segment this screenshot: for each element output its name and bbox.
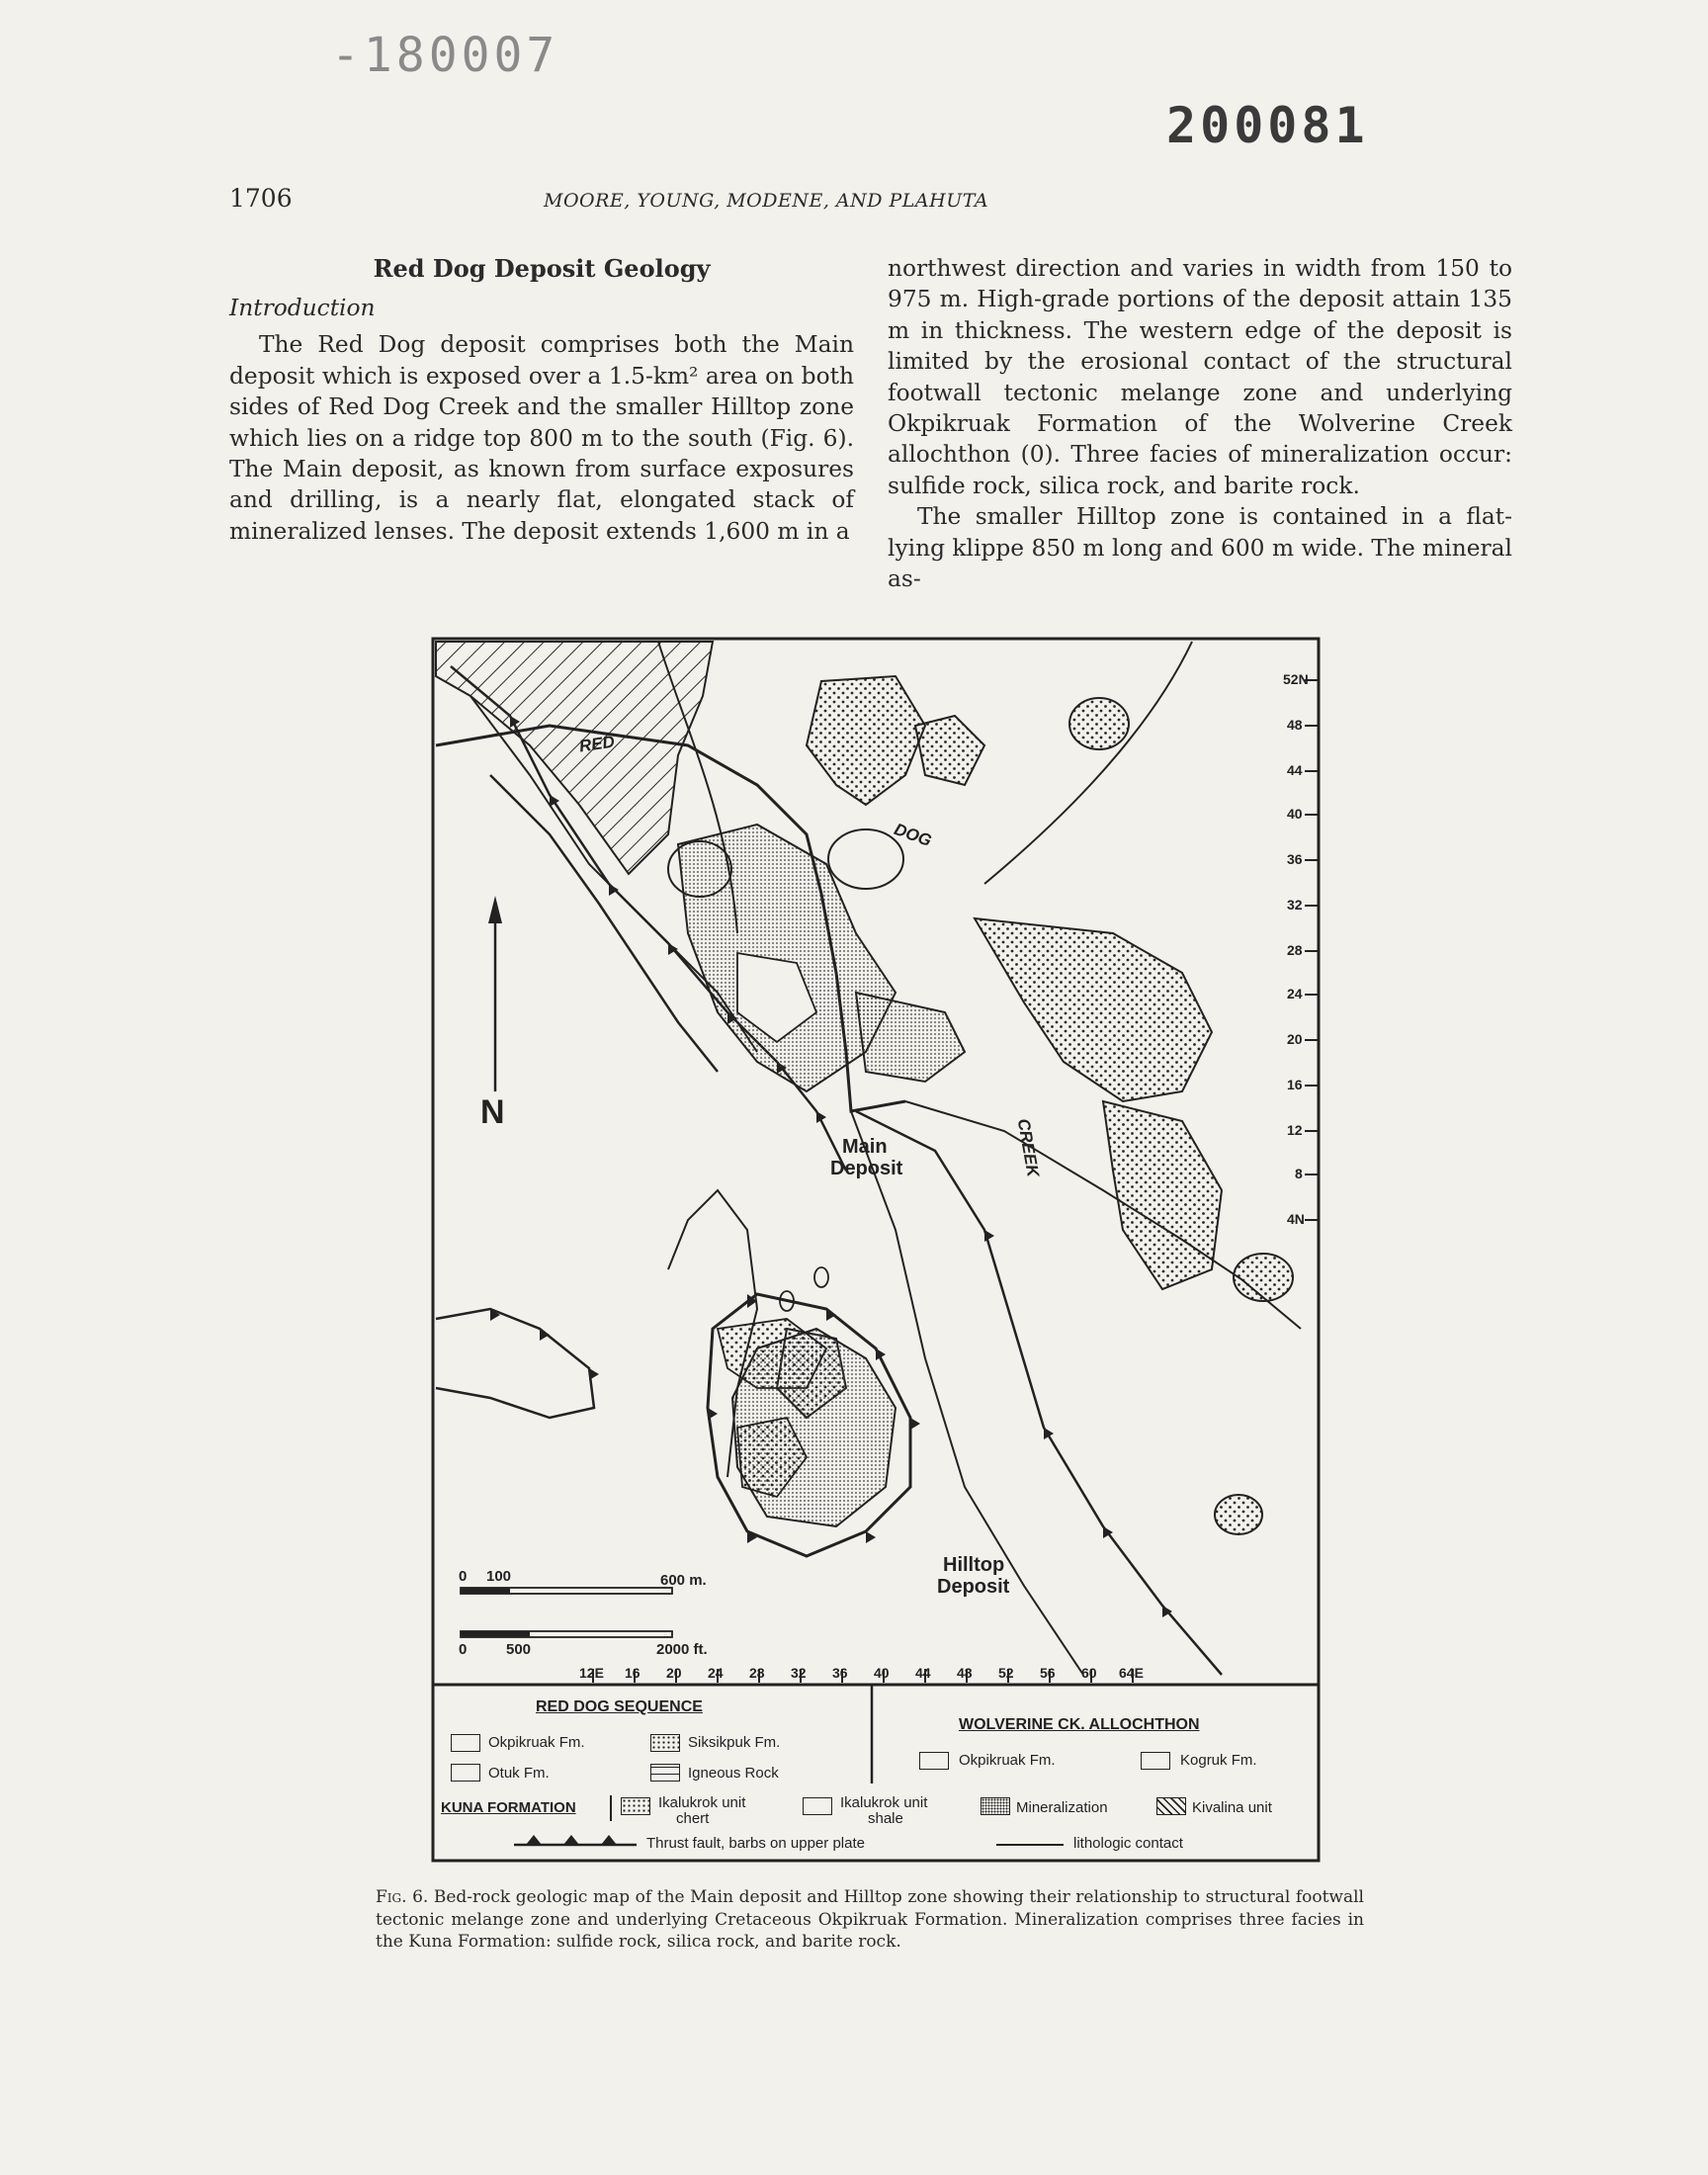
axis-tick-label: 40 [1287,806,1303,822]
axis-tick-label: 40 [874,1665,890,1681]
legend-ik-shale-1: Ikalukrok unit [840,1794,928,1811]
legend-ik-chert-1: Ikalukrok unit [658,1794,746,1811]
axis-tick-label: 32 [791,1665,807,1681]
caption-label: Fig. 6. [376,1887,429,1907]
map-label-dog: DOG [892,819,934,851]
axis-tick-label: 28 [749,1665,765,1681]
legend-swatch-siksikpuk [650,1734,680,1752]
legend-swatch-ik-shale [803,1797,832,1815]
legend-swatch-mineralization [981,1797,1010,1815]
scale-ft-end: 2000 ft. [656,1641,708,1658]
scale-m-start: 0 [459,1568,468,1585]
subsection-title: Introduction [229,295,376,321]
legend-contact: lithologic contact [1073,1835,1183,1852]
axis-tick-label: 64E [1119,1665,1144,1681]
legend-thrust: Thrust fault, barbs on upper plate [646,1835,865,1852]
running-head: MOORE, YOUNG, MODENE, AND PLAHUTA [544,190,989,212]
text-column-right [888,253,1512,594]
map-label-creek: CREEK [1013,1116,1043,1178]
axis-tick-label: 28 [1287,942,1303,958]
legend-ik-chert-2: chert [676,1810,710,1827]
axis-tick-label: 8 [1295,1166,1303,1181]
archive-stamp-right: 200081 [1166,97,1369,154]
axis-tick-label: 12 [1287,1122,1303,1138]
scale-m-mid: 100 [486,1568,512,1585]
legend-kuna: KUNA FORMATION [441,1799,576,1816]
axis-tick-label: 24 [1287,986,1303,1001]
paragraph-2: northwest direction and varies in width from 150 to 975 m. High-grade portions of the deposit attain 135 m in thickness. The western edge of the deposit is limited by the erosional contact of the structural footwall tectonic melange zone and underlying Okpikruak Formation of the Wolverine Creek allochthon (0). Three facies of mineralization occur: sulfide rock, silica rock, and barite rock. [888,255,1512,499]
scale-m-end: 600 m. [660,1572,707,1589]
axis-tick-label: 24 [708,1665,724,1681]
text-column-left [229,253,854,547]
axis-tick-label: 44 [1287,762,1303,778]
legend-kogruk: Kogruk Fm. [1180,1752,1257,1769]
legend-swatch-okpikruak [451,1734,480,1752]
legend-red-dog-sequence: RED DOG SEQUENCE [536,1698,703,1715]
figure-caption [376,1886,1364,1954]
axis-tick-label: 32 [1287,897,1303,913]
legend-swatch-w-okpikruak [919,1752,949,1770]
map-label-main-deposit-1: Main [842,1136,888,1158]
axis-tick-label: 48 [957,1665,973,1681]
axis-tick-label: 60 [1081,1665,1097,1681]
legend-swatch-ik-chert [621,1797,650,1815]
axis-tick-label: 44 [915,1665,931,1681]
axis-tick-label: 36 [1287,851,1303,867]
caption-text: Bed-rock geologic map of the Main deposit and Hilltop zone showing their relationship to structural footwall tectonic melange zone and underlying Cretaceous Okpikruak Formation. Mineralization comprises three facies in the Kuna Formation: sulfide rock, silica rock, and barite rock. [376,1887,1364,1952]
legend-wolverine: WOLVERINE CK. ALLOCHTHON [959,1716,1200,1733]
legend-ik-chert [658,1795,745,1827]
legend-otuk: Otuk Fm. [488,1765,550,1782]
legend-okpikruak: Okpikruak Fm. [488,1734,585,1751]
legend-swatch-otuk [451,1764,480,1782]
map-label-red: RED [577,732,616,756]
figure-geologic-map [431,637,1321,1863]
map-label-hilltop-1: Hilltop [943,1554,1005,1576]
axis-tick-label: 48 [1287,717,1303,733]
legend-w-okpikruak: Okpikruak Fm. [959,1752,1056,1769]
section-title: Red Dog Deposit Geology [373,254,711,283]
map-label-main-deposit-2: Deposit [830,1158,903,1179]
map-label-north: N [480,1093,505,1131]
legend-swatch-kogruk [1141,1752,1170,1770]
paragraph-1: The Red Dog deposit comprises both the Main deposit which is exposed over a 1.5-km² area on both sides of Red Dog Creek and the smaller Hilltop zone which lies on a ridge top 800 m to the south (Fig. 6). The Main deposit, as known from surface exposures and drilling, is a nearly flat, elongated stack of mineralized lenses. The deposit extends 1,600 m in a [229,331,854,545]
axis-tick-label: 56 [1040,1665,1056,1681]
map-label-hilltop-2: Deposit [937,1576,1010,1598]
legend-swatch-kivalina [1156,1797,1186,1815]
axis-tick-label: 12E [579,1665,604,1681]
legend-ik-shale [840,1795,927,1827]
legend-swatch-igneous [650,1764,680,1782]
page-number: 1706 [229,184,293,213]
archive-stamp-top: -180007 [331,28,559,83]
paragraph-3: The smaller Hilltop zone is contained in a flat-lying klippe 850 m long and 600 m wide. The mineral as- [888,503,1512,593]
scale-ft-mid: 500 [506,1641,532,1658]
axis-tick-label: 16 [1287,1077,1303,1092]
axis-tick-label: 16 [625,1665,640,1681]
legend-igneous: Igneous Rock [688,1765,779,1782]
legend-ik-shale-2: shale [868,1810,903,1827]
axis-tick-label: 20 [666,1665,682,1681]
legend-siksikpuk: Siksikpuk Fm. [688,1734,781,1751]
legend-kivalina: Kivalina unit [1192,1799,1272,1816]
axis-tick-label: 36 [832,1665,848,1681]
legend-mineralization: Mineralization [1016,1799,1108,1816]
axis-tick-label: 52 [998,1665,1014,1681]
axis-tick-label: 52N [1283,671,1309,687]
scale-ft-start: 0 [459,1641,468,1658]
axis-tick-label: 20 [1287,1031,1303,1047]
axis-tick-label: 4N [1287,1211,1305,1227]
